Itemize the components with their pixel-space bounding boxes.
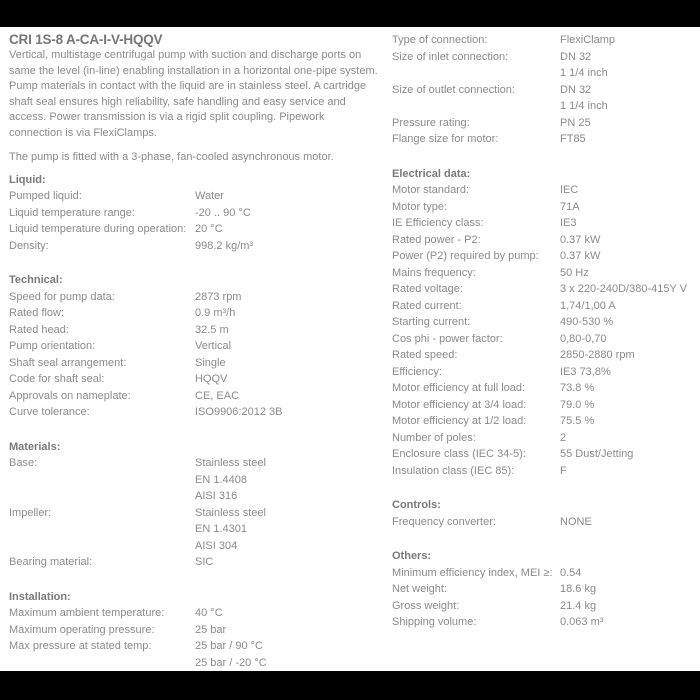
spec-value [560,314,613,331]
spec-value-line: 998.2 kg/m³ [195,239,254,252]
section-electrical-data [392,166,700,480]
spec-value [560,265,589,282]
spec-value [560,598,596,615]
spec-value [560,215,577,232]
spec-label: Mains frequency: [392,266,476,279]
spec-value [560,248,600,265]
spec-row [9,188,392,205]
spec-row [392,463,700,480]
section-heading-liquid: Liquid: [9,173,46,186]
spec-value-line: AISI 316 [195,490,238,502]
spec-row [392,82,700,115]
spec-value [195,289,241,306]
spec-row [392,281,700,298]
spec-label: Flange size for motor: [392,133,499,145]
spec-value [560,397,594,414]
spec-row [9,338,392,355]
spec-label: Gross weight: [392,599,460,612]
product-description [9,48,392,141]
spec-row [9,205,392,222]
spec-row [392,364,700,381]
product-intro [9,32,392,166]
spec-value [195,355,226,372]
spec-value-line: 0.37 kW [560,233,601,246]
spec-value-line: IE3 73,8% [560,365,611,378]
spec-label: Maximum ambient temperature: [9,607,165,619]
spec-label: Maximum operating pressure: [9,623,155,636]
right-column [392,32,700,671]
spec-value [560,281,687,298]
spec-value-line: EN 1.4408 [195,473,247,486]
top-black-bar [0,0,700,27]
spec-value-line: AISI 304 [195,539,238,552]
spec-label: Rated flow: [9,307,65,319]
spec-value-line: 0.9 m³/h [195,307,236,319]
spec-value-line: 1 1/4 inch [560,100,608,112]
spec-row [392,215,700,232]
spec-value [560,581,596,598]
spec-row [392,514,700,531]
description-line: connection is via FlexiClamps. [9,126,157,139]
spec-value-line: 490-530 % [560,316,614,328]
spec-value [195,238,253,255]
spec-value [560,430,566,447]
spec-label: Size of outlet connection: [392,83,515,96]
spec-row [9,505,392,555]
spec-row [392,32,700,49]
spec-row [9,622,392,639]
section-heading-electrical-data: Electrical data: [392,167,471,180]
spec-label: Motor efficiency at 3/4 load: [392,398,527,411]
spec-label: IE Efficiency class: [392,217,484,229]
spec-label: Shipping volume: [392,616,477,628]
spec-row [392,199,700,216]
spec-label: Minimum efficiency index, MEI ≥: [392,566,553,579]
spec-label: Size of inlet connection: [392,50,509,63]
spec-value-line: 40 °C [195,607,223,619]
spec-value-line: 2850-2880 rpm [560,349,635,361]
spec-value [195,338,231,355]
spec-row [9,355,392,372]
motor-note: The pump is fitted with a 3-phase, fan-cooled asynchronous motor. [9,151,334,163]
spec-value [560,413,594,430]
spec-value-line: Water [195,190,224,202]
spec-value-line: IEC [560,184,579,196]
right-sections [392,32,700,631]
description-line: same the level (in-line) enabling installation in a horizontal one-pipe system. [9,64,378,77]
spec-value [195,371,227,388]
spec-value [560,347,635,364]
spec-value [195,205,251,222]
spec-value [195,404,282,421]
spec-row [392,298,700,315]
spec-label: Motor standard: [392,184,470,196]
spec-value [560,364,611,381]
spec-row [392,331,700,348]
spec-label: Insulation class (IEC 85): [392,464,515,477]
spec-row [9,404,392,421]
spec-row [392,413,700,430]
spec-label: Rated voltage: [392,283,463,295]
spec-value-line: Vertical [195,340,232,352]
spec-label: Impeller: [9,506,52,519]
section-others [392,548,700,631]
spec-value-line: NONE [560,515,592,528]
spec-label: Type of connection: [392,34,488,46]
spec-value-line: DN 32 [560,83,592,96]
spec-value [560,298,616,315]
section-connection [392,32,700,148]
spec-value-line: 21.4 kg [560,599,597,612]
description-line: Vertical, multistage centrifugal pump with suction and discharge ports on [9,49,362,61]
spec-label: Rated head: [9,323,69,336]
spec-value-line: FT85 [560,133,586,145]
spec-value [560,131,586,148]
spec-row [392,397,700,414]
spec-row [392,446,700,463]
spec-value [560,199,580,216]
spec-value-line: 1 1/4 inch [560,67,608,79]
spec-value [560,82,608,115]
spec-value-line: 75.5 % [560,415,595,427]
spec-row [9,554,392,571]
section-technical [9,272,392,421]
section-materials [9,439,392,571]
spec-value-line: 55 Dust/Jetting [560,448,634,460]
spec-row [392,49,700,82]
spec-value [195,305,235,322]
spec-row [392,565,700,582]
spec-value [560,614,603,631]
spec-value [560,49,608,82]
spec-value-line: 0.063 m³ [560,616,604,628]
spec-row [392,380,700,397]
spec-row [392,232,700,249]
spec-value-line: F [560,464,567,477]
spec-label: Curve tolerance: [9,406,90,418]
spec-row [392,347,700,364]
spec-row [392,614,700,631]
spec-value-line: IE3 [560,217,577,229]
spec-value [560,182,578,199]
spec-label: Enclosure class (IEC 34-5): [392,448,526,460]
spec-row [9,305,392,322]
section-heading-controls: Controls: [392,499,441,511]
spec-value [195,554,213,571]
spec-value-line: FlexiClamp [560,34,616,46]
description-line: access. Power transmission is via a rigid split coupling. Pipework [9,111,325,123]
spec-value-line: CE, EAC [195,389,240,402]
spec-row [9,221,392,238]
spec-label: Rated current: [392,299,462,312]
spec-value [195,505,266,555]
spec-value-line: Stainless steel [195,457,266,469]
section-controls [392,497,700,530]
spec-label: Cos phi - power factor: [392,332,503,345]
spec-label: Net weight: [392,583,448,595]
spec-row [9,289,392,306]
spec-value-line: 50 Hz [560,266,589,279]
spec-row [9,455,392,505]
spec-row [9,322,392,339]
spec-label: Shaft seal arrangement: [9,356,127,369]
spec-value-line: Single [195,356,226,369]
spec-label: Pressure rating: [392,116,470,129]
spec-value-line: HQQV [195,373,228,385]
spec-label: Power (P2) required by pump: [392,250,539,262]
spec-value [195,605,223,622]
spec-value-line: ISO9906:2012 3B [195,406,283,418]
spec-label: Pumped liquid: [9,190,82,202]
spec-label: Max pressure at stated temp: [9,640,152,652]
spec-label: Motor type: [392,200,448,213]
section-heading-technical: Technical: [9,274,63,286]
spec-value-line: 0.54 [560,566,582,579]
spec-row [9,638,392,671]
product-title: CRI 1S-8 A-CA-I-V-HQQV [9,32,163,47]
spec-value [560,232,600,249]
spec-value-line: 20 °C [195,223,223,235]
spec-value-line: SIC [195,556,214,568]
section-heading-installation: Installation: [9,590,71,603]
spec-row [392,115,700,132]
spec-value-line: 2 [560,431,567,444]
spec-value-line: 25 bar / -20 °C [195,656,267,669]
spec-value [560,380,594,397]
spec-value-line: 71A [560,200,580,213]
spec-value-line: 73.8 % [560,382,595,394]
spec-value-line: Stainless steel [195,506,266,519]
spec-value-line: 18.6 kg [560,583,597,595]
spec-label: Motor efficiency at 1/2 load: [392,415,527,427]
left-sections [9,172,392,672]
spec-row [392,581,700,598]
spec-label: Base: [9,457,38,469]
spec-row [9,371,392,388]
spec-value [560,446,633,463]
description-line: shaft seal ensures high reliability, safe handling and easy service and [9,95,346,108]
spec-value [195,188,224,205]
spec-label: Density: [9,239,49,252]
spec-label: Liquid temperature range: [9,206,135,219]
content-area [0,27,700,671]
spec-label: Efficiency: [392,365,442,378]
spec-label: Pump orientation: [9,340,96,352]
bottom-black-bar [0,671,700,700]
spec-row [392,314,700,331]
section-heading-others: Others: [392,550,432,562]
spec-row [392,182,700,199]
spec-row [392,265,700,282]
spec-value-line: PN 25 [560,116,591,129]
spec-value [560,463,567,480]
spec-value [195,455,266,505]
spec-value [195,388,239,405]
spec-label: Rated speed: [392,349,458,361]
spec-value-line: 2873 rpm [195,290,242,303]
spec-value-line: 79.0 % [560,398,595,411]
section-heading-materials: Materials: [9,440,61,453]
spec-label: Liquid temperature during operation: [9,223,187,235]
spec-value [560,565,581,582]
spec-row [392,598,700,615]
spec-value-line: 25 bar / 90 °C [195,640,263,652]
spec-label: Frequency converter: [392,515,496,528]
spec-value [560,115,591,132]
spec-row [392,131,700,148]
spec-value [195,221,223,238]
spec-label: Speed for pump data: [9,290,115,303]
spec-value [195,638,267,671]
section-installation [9,589,392,672]
spec-label: Approvals on nameplate: [9,389,131,402]
spec-value-line: 1,74/1,00 A [560,299,616,312]
spec-row [392,430,700,447]
spec-row [9,605,392,622]
left-column [9,32,392,671]
spec-value-line: 32.5 m [195,323,229,336]
spec-value-line: -20 .. 90 °C [195,206,251,219]
spec-value-line: 3 x 220-240D/380-415Y V [560,283,687,295]
spec-row [9,388,392,405]
spec-label: Bearing material: [9,556,93,568]
spec-value [560,331,606,348]
spec-value-line: 25 bar [195,623,227,636]
spec-value-line: EN 1.4301 [195,523,247,535]
spec-value-line: DN 32 [560,50,592,63]
section-liquid [9,172,392,255]
spec-value [195,322,229,339]
spec-label: Number of poles: [392,431,476,444]
spec-value-line: 0,80-0,70 [560,332,607,345]
spec-row [392,248,700,265]
spec-label: Motor efficiency at full load: [392,382,526,394]
spec-row [9,238,392,255]
spec-label: Code for shaft seal: [9,373,105,385]
spec-value [560,32,615,49]
spec-value-line: 0.37 kW [560,250,601,262]
description-line: Pump materials in contact with the liquid are in stainless steel. A cartridge [9,80,367,92]
spec-label: Starting current: [392,316,471,328]
spec-value [195,622,226,639]
spec-label: Rated power - P2: [392,233,481,246]
spec-value [560,514,592,531]
